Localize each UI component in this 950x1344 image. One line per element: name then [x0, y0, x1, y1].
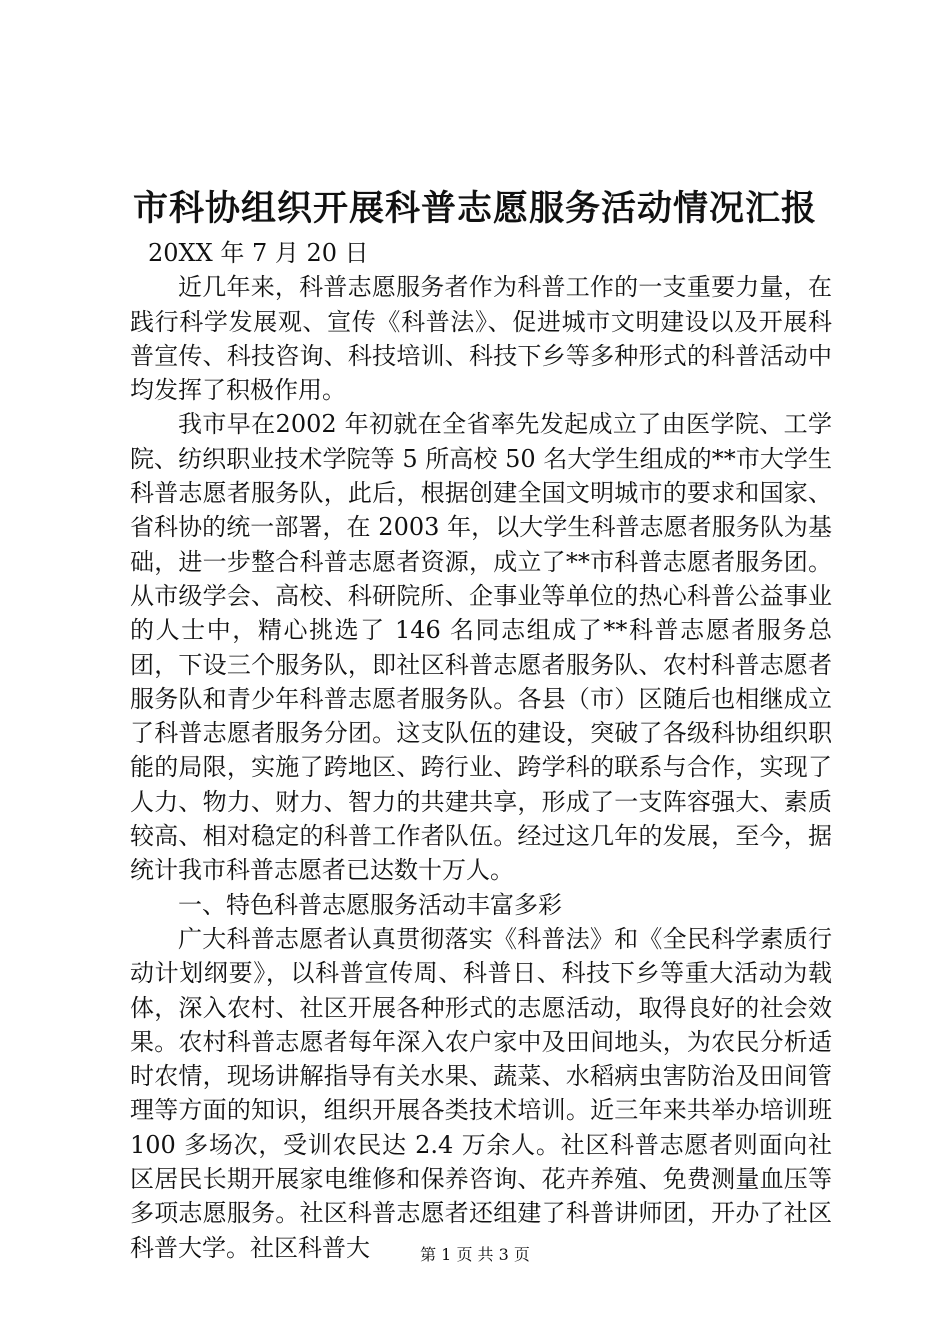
section-heading: 一、特色科普志愿服务活动丰富多彩 [178, 890, 562, 919]
document-date: 20XX 年 7 月 20 日 [148, 239, 369, 267]
document-body [130, 236, 832, 1265]
paragraph-activities: 广大科普志愿者认真贯彻落实《科普法》和《全民科学素质行动计划纲要》，以科普宣传周、科普日、科技下乡等重大活动为载体，深入农村、社区开展各种形式的志愿活动，取得良好的社会效果。农村科普志愿者每年深入农户家中及田间地头，为农民分析适时农情，现场讲解指导有关水果、蔬菜、水稻病虫害防治及田间管理等方面的知识，组织开展各类技术培训。近三年来共举办培训班 100 多场次，受训农民达 2.4 万余人。社区科普志愿者则面向社区居民长期开展家电维修和保养咨询、花卉养殖、免费测量血压等多项志愿服务。社区科普志愿者还组建了科普讲师团，开办了社区科普大学。社区科普大 [130, 924, 832, 1262]
paragraph-history: 我市早在2002 年初就在全省率先发起成立了由医学院、工学院、纺织职业技术学院等 5 所高校 50 名大学生组成的**市大学生科普志愿者服务队，此后，根据创建全国文明城市的要求和国家、省科协的统一部署，在 2003 年，以大学生科普志愿者服务队为基础，进一步整合科普志愿者资源，成立了**市科普志愿者服务团。从市级学会、高校、科研院所、企事业等单位的热心科普公益事业的人士中，精心挑选了 146 名同志组成了**科普志愿者服务总团，下设三个服务队，即社区科普志愿者服务队、农村科普志愿者服务队和青少年科普志愿者服务队。各县（市）区随后也相继成立了科普志愿者服务分团。这支队伍的建设，突破了各级科协组织职能的局限，实施了跨地区、跨行业、跨学科的联系与合作，实现了人力、物力、财力、智力的共建共享，形成了一支阵容强大、素质较高、相对稳定的科普工作者队伍。经过这几年的发展，至今，据统计我市科普志愿者已达数十万人。 [130, 410, 832, 885]
paragraph-intro: 近几年来，科普志愿服务者作为科普工作的一支重要力量，在践行科学发展观、宣传《科普法》、促进城市文明建设以及开展科普宣传、科技咨询、科技培训、科技下乡等多种形式的科普活动中均发挥了积极作用。 [130, 273, 832, 405]
document-title: 市科协组织开展科普志愿服务活动情况汇报 [132, 188, 817, 229]
page-footer: 第 1 页 共 3 页 [420, 1245, 530, 1264]
